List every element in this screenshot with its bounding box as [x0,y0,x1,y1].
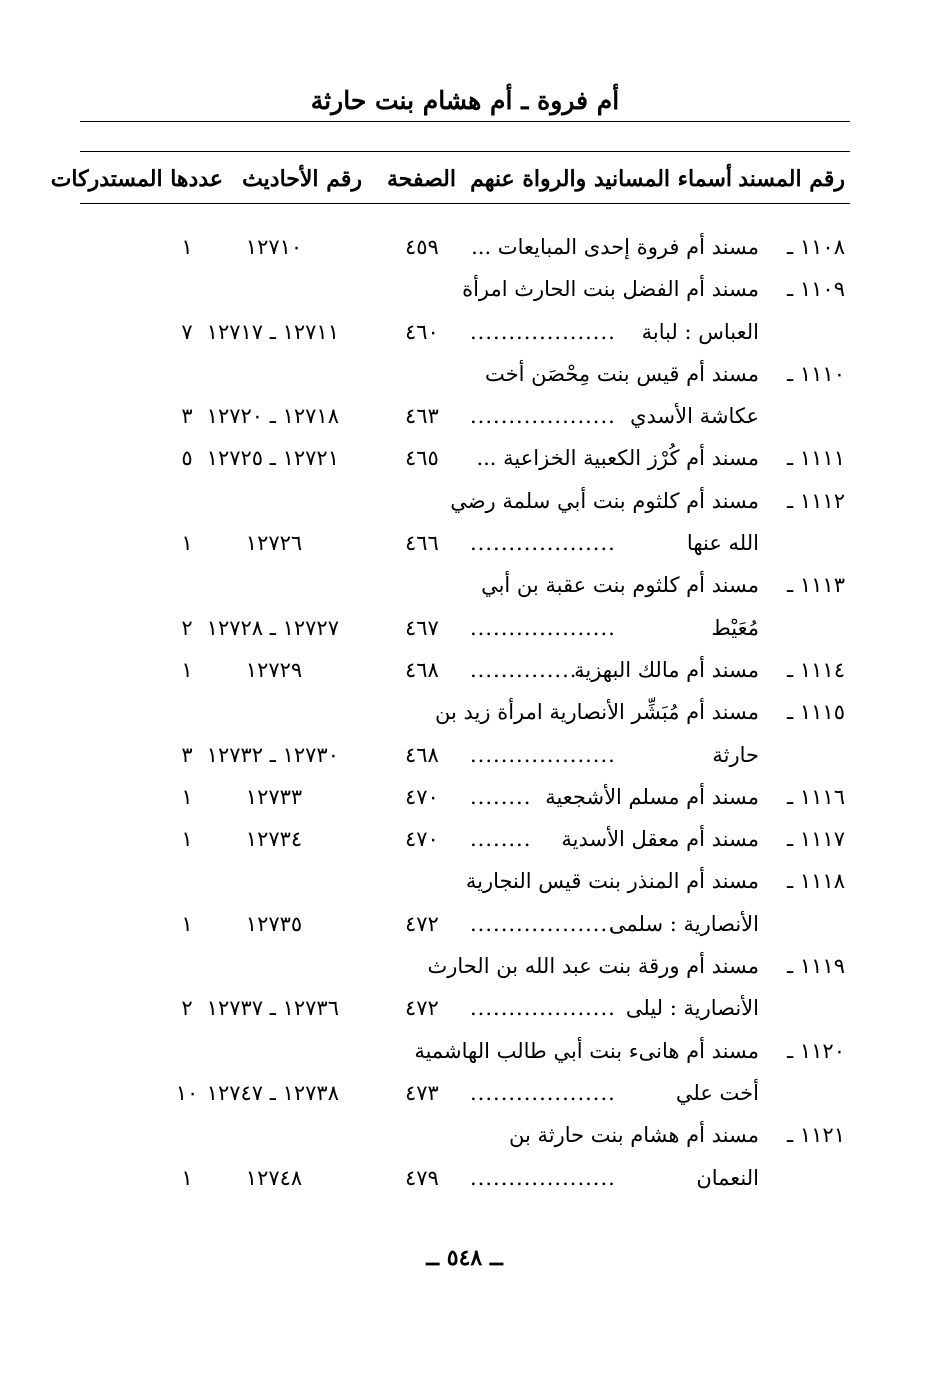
leader-dots: ................... [470,319,616,344]
leader-dots: ................... [470,1080,616,1105]
entry-name: عكاشة الأسدي [630,404,759,429]
leader-dots: ........ [470,784,532,809]
leader-dots: ................... [470,404,616,429]
entry-page: ٤٧٠ [405,784,439,809]
entry-hadith-numbers: ١٢٧٣٠ ـ ١٢٧٣٢ [206,742,339,767]
entry-page: ٤٦٧ [405,615,439,640]
leader-dots: ................... [470,996,616,1021]
table-row [0,1033,929,1075]
entry-number: ١١٠٨ ـ [787,235,845,259]
entry-count: ١ [181,784,193,809]
entry-count: ١ [181,911,193,936]
entry-name: مسند أم مسلم الأشجعية [545,784,759,809]
entry-name: مسند أم كلثوم بنت أبي سلمة رضي [450,488,759,513]
header-rule [80,121,850,122]
table-row [0,737,929,779]
entry-hadith-numbers: ١٢٧٢٩ [245,657,303,682]
entry-name: مسند أم هانىء بنت أبي طالب الهاشمية [414,1038,759,1063]
column-header-page: الصفحة [386,166,456,192]
entry-name: مسند أم مالك البهزية [574,657,759,682]
table-row [0,229,929,271]
leader-dots: ................... [470,1165,616,1190]
entry-number: ١١١٩ ـ [787,954,845,979]
entry-name: مسند أم كلثوم بنت عقبة بن أبي [481,573,759,598]
entry-number: ١١١٥ ـ [787,700,845,725]
entry-page: ٤٦٨ [405,657,439,682]
entry-name: مُعَيْط [711,615,759,640]
table-row [0,652,929,694]
column-header-hadith-numbers: رقم الأحاديث [242,166,362,192]
entry-count: ٧ [181,319,193,344]
entry-hadith-numbers: ١٢٧٣٤ [245,827,303,852]
entry-page: ٤٧٩ [405,1165,439,1190]
table-header-rule [80,203,850,204]
table-row [0,694,929,736]
entry-name: مسند أم معقل الأسدية [561,827,759,852]
entry-number: ١١١١ ـ [787,446,845,471]
entry-hadith-numbers: ١٢٧٢١ ـ ١٢٧٢٥ [206,446,339,471]
entry-name: مسند أم المنذر بنت قيس النجارية [465,869,759,894]
entry-page: ٤٧٢ [405,996,439,1021]
leader-dots: ........ [470,827,532,852]
table-row [0,1117,929,1159]
entry-count: ١ [181,657,193,682]
entry-page: ٤٧٣ [405,1080,439,1105]
column-header-names: أسماء المسانيد والرواة عنهم [470,166,732,192]
table-row [0,990,929,1032]
table-row [0,779,929,821]
index-table [0,229,929,1202]
entry-name: مسند أم هشام بنت حارثة بن [508,1123,759,1148]
entry-number: ١١١٧ ـ [787,827,845,852]
entry-hadith-numbers: ١٢٧٤٨ [245,1165,303,1190]
entry-number: ١١١٣ ـ [787,573,845,598]
column-header-number: رقم المسند [738,166,845,192]
table-row [0,483,929,525]
entry-hadith-numbers: ١٢٧٣٥ [245,911,303,936]
table-top-rule [80,151,850,152]
entry-page: ٤٧٢ [405,911,439,936]
entry-count: ٣ [181,742,193,767]
entry-name: مسند أم كُرْز الكعبية الخزاعية ... [476,446,759,471]
entry-number: ١١١٠ ـ [787,361,845,386]
entry-number: ١١٢٠ ـ [787,1038,845,1063]
entry-count: ١٠ [175,1080,199,1105]
page-number: ــ ٥٤٨ ــ [426,1245,503,1271]
table-row [0,356,929,398]
entry-name: العباس : لبابة [641,319,759,344]
table-row [0,948,929,990]
entry-number: ١١٠٩ ـ [787,277,845,302]
entry-page: ٤٦٨ [405,742,439,767]
table-row [0,1160,929,1202]
entry-number: ١١١٨ ـ [787,869,845,894]
entry-hadith-numbers: ١٢٧١٨ ـ ١٢٧٢٠ [206,404,339,429]
entry-number: ١١١٢ ـ [787,488,845,513]
entry-count: ١ [181,531,193,556]
entry-hadith-numbers: ١٢٧١٠ [245,235,303,259]
entry-number: ١١٢١ ـ [787,1123,845,1148]
table-row [0,1075,929,1117]
leader-dots: ................... [470,742,616,767]
leader-dots: ................... [470,531,616,556]
entry-hadith-numbers: ١٢٧٣٨ ـ ١٢٧٤٧ [206,1080,339,1105]
table-row [0,271,929,313]
table-row [0,821,929,863]
entry-count: ٢ [181,615,193,640]
table-row [0,610,929,652]
entry-name: الأنصارية : سلمى [608,911,759,936]
entry-name: مسند أم قيس بنت مِحْصَن أخت [485,361,759,386]
entry-page: ٤٥٩ [405,235,439,259]
entry-hadith-numbers: ١٢٧١١ ـ ١٢٧١٧ [206,319,339,344]
entry-count: ٣ [181,404,193,429]
leader-dots: ................... [470,911,616,936]
table-row [0,906,929,948]
column-header-count: عددها المستدركات [50,166,223,192]
entry-name: أخت علي [675,1080,759,1105]
table-row [0,440,929,482]
table-row [0,567,929,609]
entry-page: ٤٦٠ [405,319,439,344]
entry-page: ٤٦٦ [405,531,439,556]
entry-name: مسند أم فروة إحدى المبايعات ... [471,235,759,259]
entry-count: ٥ [181,446,193,471]
entry-page: ٤٦٥ [405,446,439,471]
entry-page: ٤٧٠ [405,827,439,852]
entry-hadith-numbers: ١٢٧٢٦ [245,531,303,556]
entry-number: ١١١٦ ـ [787,784,845,809]
entry-count: ١ [181,827,193,852]
entry-name: الأنصارية : ليلى [625,996,759,1021]
running-header: أم فروة ـ أم هشام بنت حارثة [310,86,620,115]
table-row [0,863,929,905]
entry-count: ١ [181,1165,193,1190]
entry-name: مسند أم الفضل بنت الحارث امرأة [462,277,759,302]
leader-dots: ............... [470,657,586,682]
entry-hadith-numbers: ١٢٧٣٣ [245,784,303,809]
entry-count: ٢ [181,996,193,1021]
table-row [0,525,929,567]
entry-page: ٤٦٣ [405,404,439,429]
entry-name: مسند أم ورقة بنت عبد الله بن الحارث [427,954,759,979]
entry-name: حارثة [712,742,759,767]
entry-count: ١ [181,235,193,259]
table-row [0,314,929,356]
entry-hadith-numbers: ١٢٧٢٧ ـ ١٢٧٢٨ [206,615,339,640]
entry-name: الله عنها [686,531,759,556]
entry-hadith-numbers: ١٢٧٣٦ ـ ١٢٧٣٧ [206,996,339,1021]
entry-name: النعمان [696,1165,759,1190]
entry-number: ١١١٤ ـ [787,657,845,682]
leader-dots: ................... [470,615,616,640]
table-row [0,398,929,440]
entry-name: مسند أم مُبَشِّر الأنصارية امرأة زيد بن [435,700,759,725]
